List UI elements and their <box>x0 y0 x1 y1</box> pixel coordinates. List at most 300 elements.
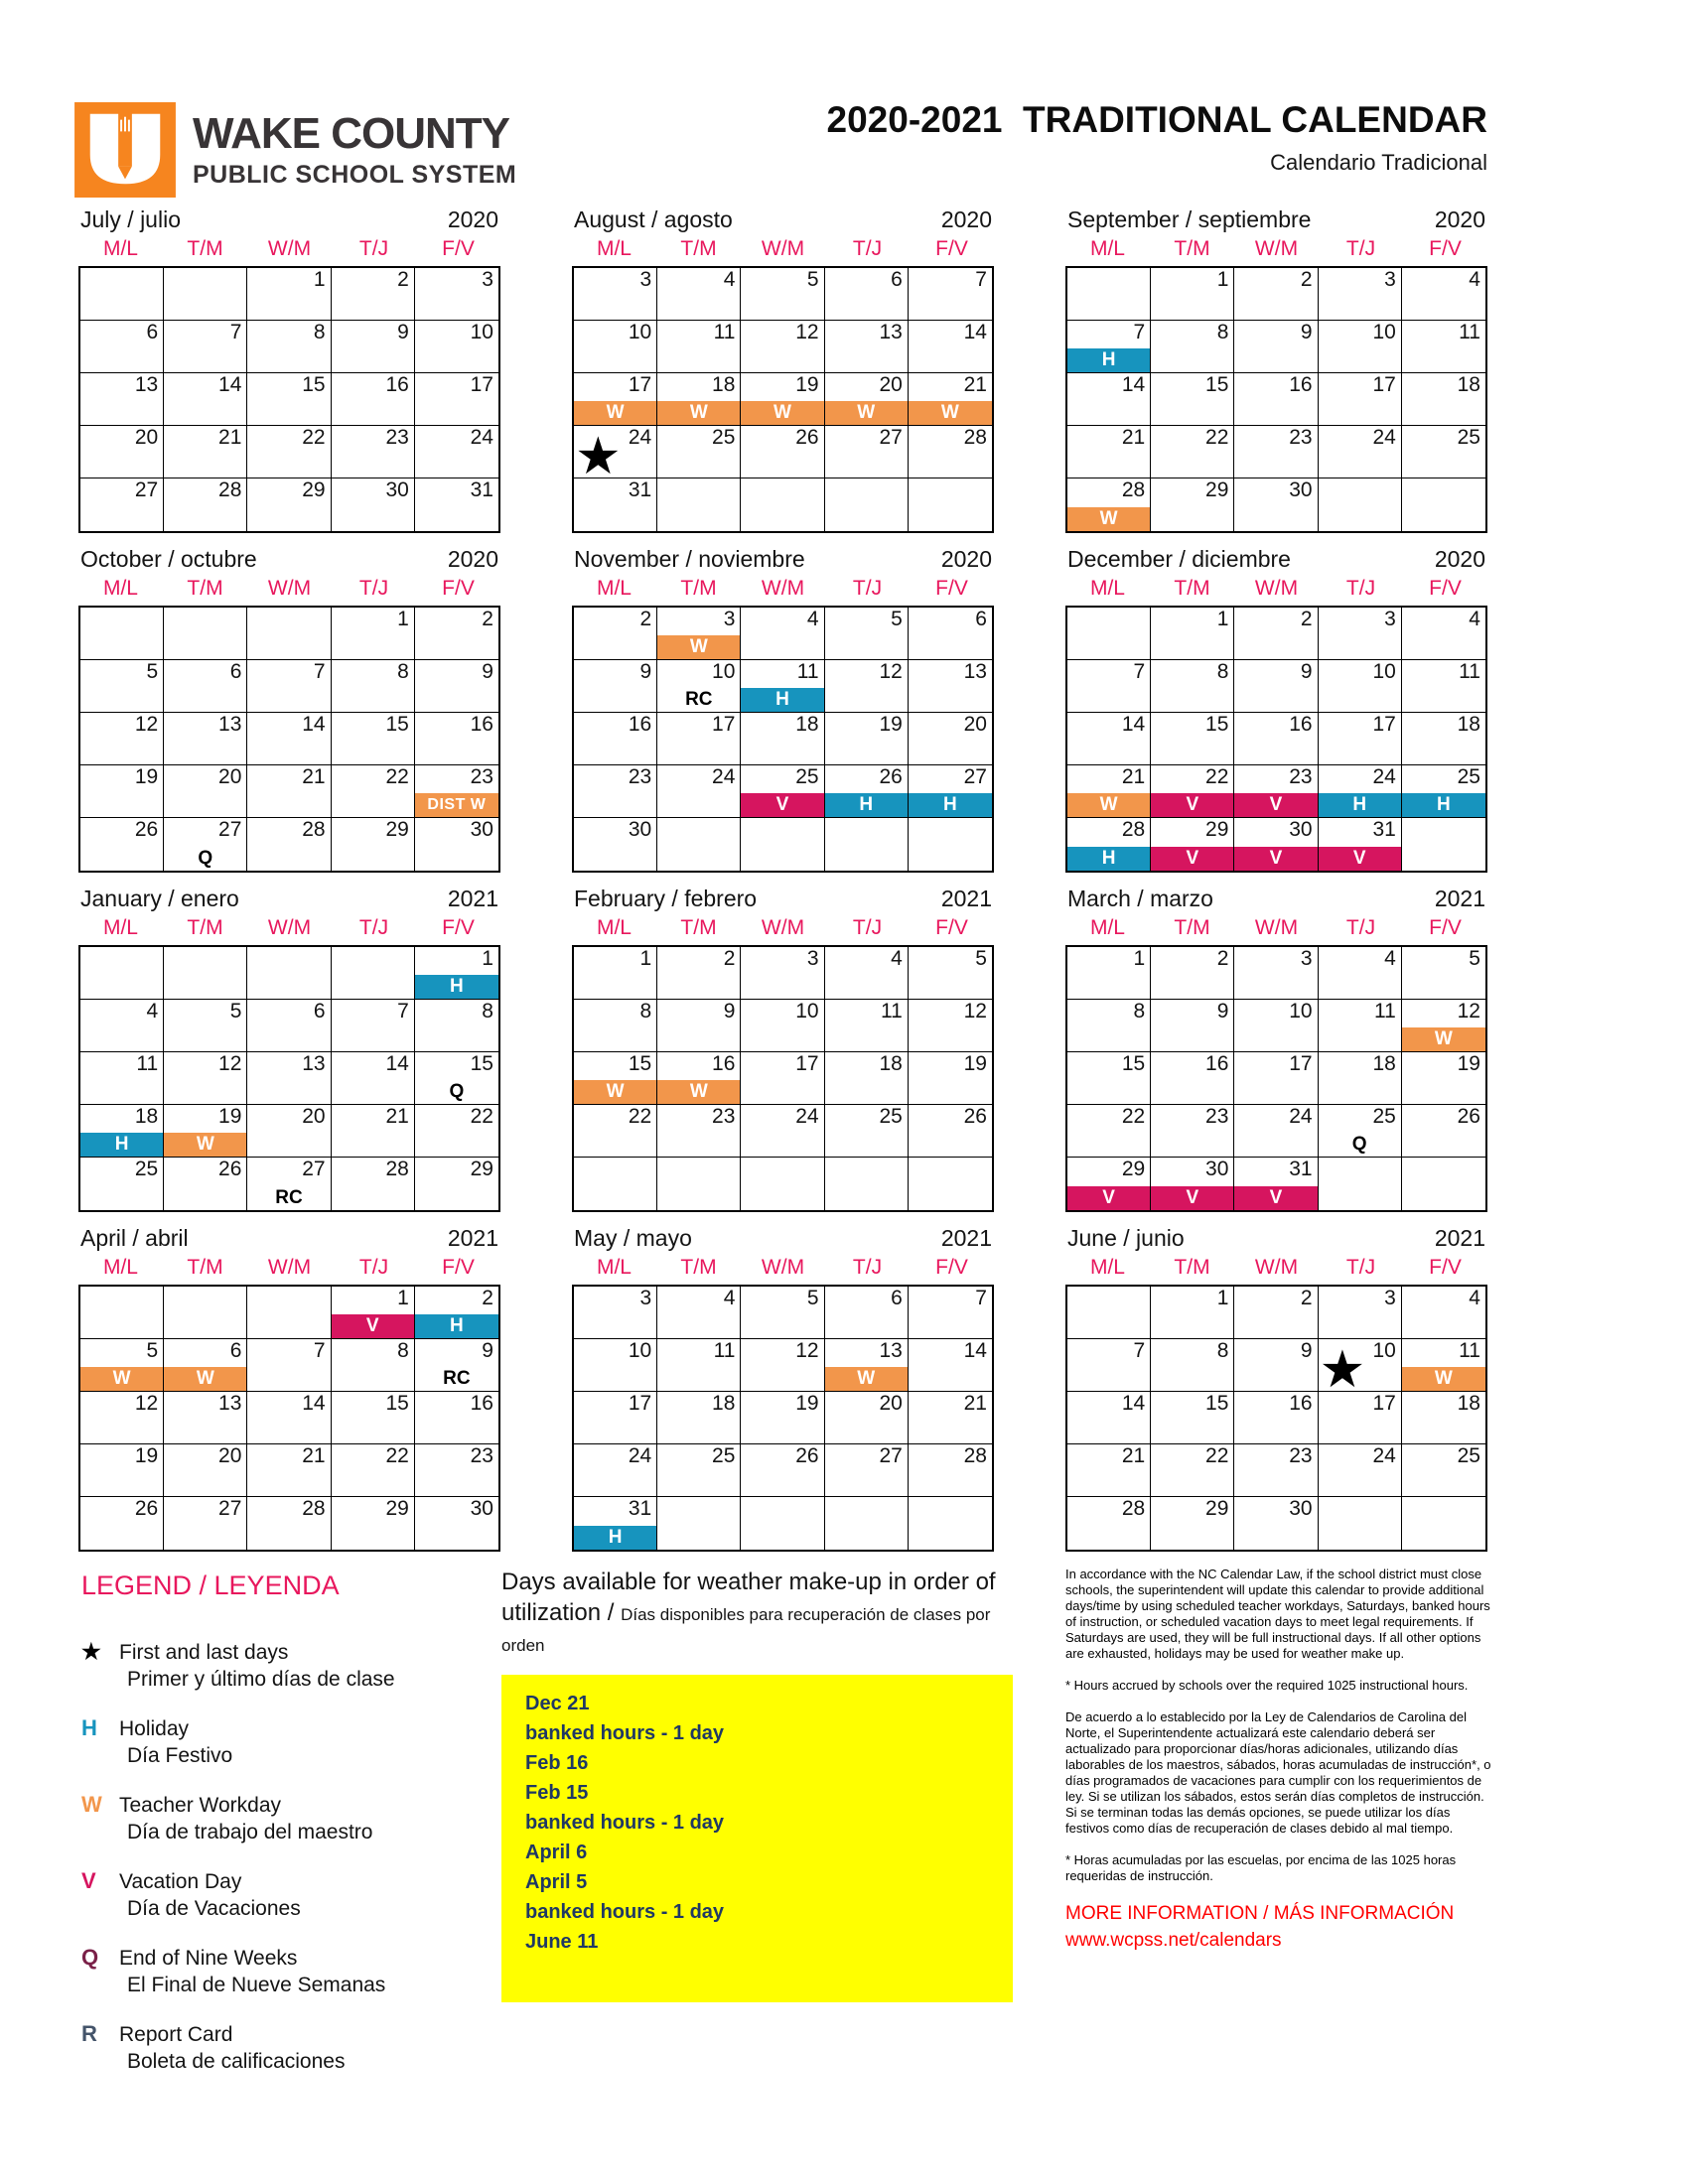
day-cell <box>1151 1158 1234 1210</box>
day-cell <box>164 1000 247 1052</box>
weekday-header-row <box>78 237 500 266</box>
day-number: 8 <box>1216 321 1229 343</box>
day-cell <box>415 1000 498 1052</box>
day-cell <box>247 268 331 321</box>
day-cell <box>1234 1339 1318 1392</box>
day-cell <box>1402 818 1485 871</box>
day-cell <box>1067 713 1151 765</box>
workday-band: W <box>657 401 740 425</box>
day-number: 2 <box>482 608 493 630</box>
day-number: 14 <box>1121 1392 1146 1415</box>
day-cell <box>247 1000 331 1052</box>
month-year: 2020 <box>1434 546 1485 572</box>
day-cell <box>657 818 741 871</box>
day-cell <box>1151 818 1234 871</box>
day-number: 30 <box>470 1497 493 1520</box>
day-cell <box>332 947 415 1000</box>
day-cell <box>1151 268 1234 321</box>
month-day-grid <box>78 606 500 873</box>
day-cell <box>247 1392 331 1444</box>
weather-box <box>501 1675 1013 2002</box>
day-number: 3 <box>639 268 652 291</box>
day-number: 17 <box>712 713 736 736</box>
day-cell <box>332 660 415 713</box>
day-number: 7 <box>313 660 326 683</box>
weekday-header: T/J <box>852 916 883 939</box>
day-number: 23 <box>712 1105 736 1128</box>
day-number: 18 <box>712 1392 736 1415</box>
day-cell <box>909 713 992 765</box>
day-number: 5 <box>1469 947 1480 970</box>
day-cell <box>1319 373 1402 426</box>
day-cell <box>415 1158 498 1210</box>
day-cell <box>164 1444 247 1497</box>
day-cell <box>415 321 498 373</box>
day-number: 5 <box>975 947 987 970</box>
day-number: 13 <box>218 1392 242 1415</box>
legend-text <box>119 1945 385 1998</box>
day-cell <box>1319 1105 1402 1158</box>
weekday-header: F/V <box>1429 1256 1462 1279</box>
day-cell <box>909 1287 992 1339</box>
day-number: 31 <box>1372 818 1396 841</box>
day-number: 26 <box>134 1497 159 1520</box>
weekday-header: W/M <box>1254 237 1299 260</box>
day-number: 10 <box>1289 1000 1313 1023</box>
day-cell <box>80 1339 164 1392</box>
day-number: 25 <box>1372 1105 1396 1128</box>
day-number: 26 <box>795 1444 819 1467</box>
day-cell <box>657 426 741 478</box>
day-number: 10 <box>1372 1339 1396 1362</box>
day-cell <box>1319 1158 1402 1210</box>
weekday-header: T/J <box>358 916 389 939</box>
day-number: 2 <box>1300 1287 1313 1309</box>
day-number: 15 <box>1205 373 1229 396</box>
day-cell <box>1402 1105 1485 1158</box>
month-day-grid <box>1065 945 1487 1212</box>
day-cell <box>332 1392 415 1444</box>
month-name: September / septiembre <box>1067 206 1312 232</box>
month-year: 2021 <box>1434 1225 1485 1251</box>
day-cell <box>1234 1392 1318 1444</box>
day-number: 23 <box>1289 1444 1313 1467</box>
day-cell <box>741 1339 824 1392</box>
vacation-band: V <box>1151 793 1233 817</box>
day-number: 31 <box>628 478 652 501</box>
day-cell <box>825 608 909 660</box>
day-number: 11 <box>1459 1339 1480 1362</box>
month-header <box>78 1225 500 1256</box>
day-number: 15 <box>628 1052 652 1075</box>
month-header <box>572 886 994 916</box>
day-number: 20 <box>879 1392 903 1415</box>
marker-q: Q <box>198 848 213 869</box>
legend-symbol: W <box>81 1792 102 1817</box>
day-number: 22 <box>1121 1105 1146 1128</box>
weather-title-separator: / <box>601 1599 622 1627</box>
weekday-header: W/M <box>267 577 312 600</box>
day-number: 9 <box>482 1339 493 1362</box>
day-number: 10 <box>795 1000 819 1023</box>
legend-label-en: Report Card <box>119 2023 233 2046</box>
day-cell <box>657 713 741 765</box>
legend-text <box>119 2021 345 2075</box>
legend-text <box>119 1868 301 1922</box>
day-cell <box>1151 1000 1234 1052</box>
day-cell <box>1402 1444 1485 1497</box>
day-cell <box>574 947 657 1000</box>
weekday-header: T/M <box>187 1256 223 1279</box>
day-cell <box>657 373 741 426</box>
day-cell <box>1067 1287 1151 1339</box>
day-cell <box>825 660 909 713</box>
holiday-band: H <box>415 975 498 999</box>
day-number: 3 <box>1384 268 1396 291</box>
month-year: 2021 <box>1434 886 1485 911</box>
day-cell <box>247 373 331 426</box>
day-number: 29 <box>1205 1497 1229 1520</box>
month-august <box>572 206 994 533</box>
day-cell <box>247 426 331 478</box>
day-cell <box>1151 1287 1234 1339</box>
day-cell <box>164 1158 247 1210</box>
day-number: 22 <box>302 426 326 449</box>
day-cell <box>164 321 247 373</box>
day-number: 8 <box>397 1339 409 1362</box>
day-number: 23 <box>628 765 652 788</box>
day-cell <box>657 321 741 373</box>
day-number: 12 <box>218 1052 242 1075</box>
weekday-header-row <box>572 577 994 606</box>
day-number: 9 <box>723 1000 736 1023</box>
day-number: 24 <box>470 426 493 449</box>
day-cell <box>164 1497 247 1550</box>
day-number: 14 <box>963 1339 987 1362</box>
day-cell <box>1402 426 1485 478</box>
day-cell <box>80 321 164 373</box>
month-header <box>1065 1225 1487 1256</box>
day-number: 9 <box>482 660 493 683</box>
day-number: 14 <box>302 1392 326 1415</box>
day-cell <box>164 478 247 531</box>
day-cell <box>247 1052 331 1105</box>
day-cell <box>825 478 909 531</box>
weather-makeup-line: Feb 15 <box>525 1781 589 1804</box>
day-number: 21 <box>1121 765 1146 788</box>
day-number: 15 <box>385 713 409 736</box>
day-cell <box>574 1444 657 1497</box>
day-number: 25 <box>1457 426 1480 449</box>
day-cell <box>332 1339 415 1392</box>
month-june <box>1065 1225 1487 1552</box>
day-number: 18 <box>795 713 819 736</box>
day-cell <box>80 818 164 871</box>
day-cell <box>415 373 498 426</box>
day-number: 15 <box>385 1392 409 1415</box>
day-number: 12 <box>795 321 819 343</box>
day-cell <box>741 321 824 373</box>
month-day-grid <box>572 1285 994 1552</box>
day-cell <box>1067 818 1151 871</box>
day-cell <box>80 373 164 426</box>
day-cell <box>1234 321 1318 373</box>
legend-text <box>119 1792 372 1845</box>
workday-band: DIST W <box>415 793 498 817</box>
day-number: 28 <box>1121 478 1146 501</box>
weekday-header: T/M <box>680 237 717 260</box>
day-cell <box>1402 1339 1485 1392</box>
day-cell <box>332 426 415 478</box>
weekday-header: M/L <box>1089 916 1125 939</box>
weather-makeup-line: June 11 <box>525 1930 599 1953</box>
day-cell <box>1151 1444 1234 1497</box>
day-number: 23 <box>1289 765 1313 788</box>
day-cell <box>825 1339 909 1392</box>
month-name: December / diciembre <box>1067 546 1291 572</box>
day-cell <box>657 268 741 321</box>
day-cell <box>332 1287 415 1339</box>
legal-paragraph-en: In accordance with the NC Calendar Law, if the school district must close schools, the superintendent will update this calendar to provide additional days/time by using scheduled teacher workdays, Saturdays, banked hours of instruction, or scheduled vacation days to meet legal requirements. If Saturdays are used, they will be full instructional days. If all other options are exhausted, holidays may be used for weather make up. <box>1065 1567 1490 1661</box>
legend-label-es: Boleta de calificaciones <box>127 2050 346 2073</box>
day-cell <box>909 426 992 478</box>
day-number: 2 <box>723 947 736 970</box>
title-block <box>827 99 1487 176</box>
day-number: 29 <box>385 1497 409 1520</box>
day-number: 31 <box>1289 1158 1313 1180</box>
weekday-header: W/M <box>761 577 805 600</box>
day-cell <box>741 1392 824 1444</box>
weekday-header: F/V <box>1429 577 1462 600</box>
day-number: 26 <box>795 426 819 449</box>
month-day-grid <box>572 945 994 1212</box>
day-number: 21 <box>1121 426 1146 449</box>
day-cell <box>741 1158 824 1210</box>
day-number: 29 <box>1205 478 1229 501</box>
day-number: 6 <box>313 1000 326 1023</box>
day-cell <box>657 660 741 713</box>
day-cell <box>909 1339 992 1392</box>
day-cell <box>1067 373 1151 426</box>
legend <box>81 1570 508 2098</box>
weekday-header: F/V <box>442 1256 475 1279</box>
month-day-grid <box>572 266 994 533</box>
month-header <box>78 886 500 916</box>
day-number: 21 <box>963 1392 987 1415</box>
day-cell <box>741 1000 824 1052</box>
day-number: 11 <box>1373 1000 1396 1023</box>
workday-band: W <box>1402 1367 1485 1391</box>
day-number: 16 <box>1289 1392 1313 1415</box>
day-cell <box>1402 478 1485 531</box>
weather-makeup-line: Dec 21 <box>525 1692 590 1714</box>
day-cell <box>164 818 247 871</box>
day-number: 29 <box>385 818 409 841</box>
day-cell <box>332 1444 415 1497</box>
day-number: 15 <box>1205 1392 1229 1415</box>
legend-item <box>81 1792 508 1845</box>
day-number: 4 <box>806 608 819 630</box>
day-cell <box>657 1339 741 1392</box>
day-number: 15 <box>1121 1052 1146 1075</box>
day-cell <box>741 1052 824 1105</box>
day-number: 17 <box>1372 1392 1396 1415</box>
weekday-header: T/M <box>1174 577 1210 600</box>
month-year: 2020 <box>940 546 992 572</box>
weather-makeup-line: banked hours - 1 day <box>525 1811 725 1834</box>
month-name: November / noviembre <box>574 546 805 572</box>
day-cell <box>1319 1444 1402 1497</box>
holiday-band: H <box>741 688 823 712</box>
legend-label-en: End of Nine Weeks <box>119 1947 298 1970</box>
day-number: 22 <box>628 1105 652 1128</box>
day-number: 6 <box>146 321 159 343</box>
legend-label-es: Día de trabajo del maestro <box>127 1821 373 1843</box>
day-cell <box>332 1105 415 1158</box>
day-number: 27 <box>218 1497 242 1520</box>
legend-item <box>81 1715 508 1769</box>
day-cell <box>574 1339 657 1392</box>
weekday-header: M/L <box>1089 577 1125 600</box>
workday-band: W <box>1067 793 1150 817</box>
day-number: 24 <box>712 765 736 788</box>
month-july <box>78 206 500 533</box>
calendar-url-link[interactable]: www.wcpss.net/calendars <box>1065 1930 1282 1951</box>
day-cell <box>80 1000 164 1052</box>
weekday-header: T/J <box>1345 237 1376 260</box>
day-number: 17 <box>628 373 652 396</box>
day-number: 20 <box>302 1105 326 1128</box>
day-cell <box>1234 713 1318 765</box>
day-cell <box>1319 608 1402 660</box>
day-cell <box>1151 321 1234 373</box>
day-cell <box>80 1287 164 1339</box>
brand-block <box>193 111 516 190</box>
day-number: 30 <box>628 818 652 841</box>
day-number: 22 <box>1205 765 1229 788</box>
workday-band: W <box>657 635 740 659</box>
day-number: 24 <box>1372 426 1396 449</box>
day-cell <box>80 947 164 1000</box>
day-number: 16 <box>712 1052 736 1075</box>
weekday-header-row <box>572 237 994 266</box>
day-number: 15 <box>1205 713 1229 736</box>
legend-items <box>81 1639 508 2075</box>
day-number: 2 <box>639 608 652 630</box>
day-cell <box>1151 373 1234 426</box>
weekday-header: W/M <box>1254 1256 1299 1279</box>
weekday-header: T/M <box>680 1256 717 1279</box>
day-number: 11 <box>796 660 819 683</box>
day-number: 6 <box>229 1339 242 1362</box>
workday-band: W <box>1402 1027 1485 1051</box>
legend-symbol: V <box>81 1868 96 1893</box>
day-number: 4 <box>1469 1287 1480 1309</box>
holiday-band: H <box>80 1133 163 1157</box>
day-number: 16 <box>385 373 409 396</box>
holiday-band: H <box>574 1526 656 1550</box>
marker-rc: RC <box>275 1187 303 1208</box>
day-cell <box>247 1287 331 1339</box>
day-cell <box>332 608 415 660</box>
day-number: 2 <box>482 1287 493 1309</box>
day-cell <box>80 1052 164 1105</box>
day-number: 21 <box>302 1444 326 1467</box>
day-number: 12 <box>795 1339 819 1362</box>
weekday-header: W/M <box>761 237 805 260</box>
day-cell <box>574 608 657 660</box>
day-number: 10 <box>1372 660 1396 683</box>
marker-rc: RC <box>685 689 713 710</box>
day-cell <box>80 1392 164 1444</box>
month-day-grid <box>1065 1285 1487 1552</box>
weekday-header: T/J <box>1345 916 1376 939</box>
day-cell <box>1151 1339 1234 1392</box>
vacation-band: V <box>1319 847 1401 871</box>
day-number: 27 <box>134 478 159 501</box>
weekday-header-row <box>572 1256 994 1285</box>
day-cell <box>741 1105 824 1158</box>
day-cell <box>574 1000 657 1052</box>
day-cell <box>247 1444 331 1497</box>
weekday-header: T/J <box>852 237 883 260</box>
month-header <box>1065 206 1487 237</box>
day-cell <box>80 1158 164 1210</box>
day-number: 1 <box>397 1287 409 1309</box>
day-number: 20 <box>963 713 987 736</box>
legend-label-es: Día de Vacaciones <box>127 1897 301 1920</box>
month-name: February / febrero <box>574 886 758 911</box>
month-day-grid <box>1065 266 1487 533</box>
day-cell <box>825 1287 909 1339</box>
day-cell <box>164 268 247 321</box>
day-number: 24 <box>628 426 652 449</box>
day-cell <box>247 608 331 660</box>
day-cell <box>741 268 824 321</box>
day-number: 7 <box>397 1000 409 1023</box>
weekday-header: M/L <box>1089 237 1125 260</box>
day-number: 25 <box>1457 1444 1480 1467</box>
weekday-header: F/V <box>442 577 475 600</box>
day-cell <box>1319 765 1402 818</box>
weekday-header: F/V <box>935 577 968 600</box>
day-cell <box>1234 660 1318 713</box>
workday-band: W <box>164 1367 246 1391</box>
day-number: 11 <box>136 1052 159 1075</box>
day-number: 25 <box>795 765 819 788</box>
day-cell <box>1402 1287 1485 1339</box>
day-number: 3 <box>1384 1287 1396 1309</box>
day-cell <box>909 660 992 713</box>
day-number: 8 <box>1216 1339 1229 1362</box>
day-number: 9 <box>1300 660 1313 683</box>
weekday-header: M/L <box>596 577 632 600</box>
day-cell <box>574 268 657 321</box>
day-cell <box>1151 947 1234 1000</box>
day-cell <box>1402 947 1485 1000</box>
day-number: 21 <box>302 765 326 788</box>
day-cell <box>574 713 657 765</box>
weekday-header: T/J <box>852 577 883 600</box>
month-name: June / junio <box>1067 1225 1185 1251</box>
legend-item <box>81 1868 508 1922</box>
first-last-day-star-icon: ★ <box>1319 1341 1366 1399</box>
day-cell <box>909 1052 992 1105</box>
day-cell <box>657 1287 741 1339</box>
day-cell <box>164 713 247 765</box>
day-number: 12 <box>963 1000 987 1023</box>
day-cell <box>909 1000 992 1052</box>
